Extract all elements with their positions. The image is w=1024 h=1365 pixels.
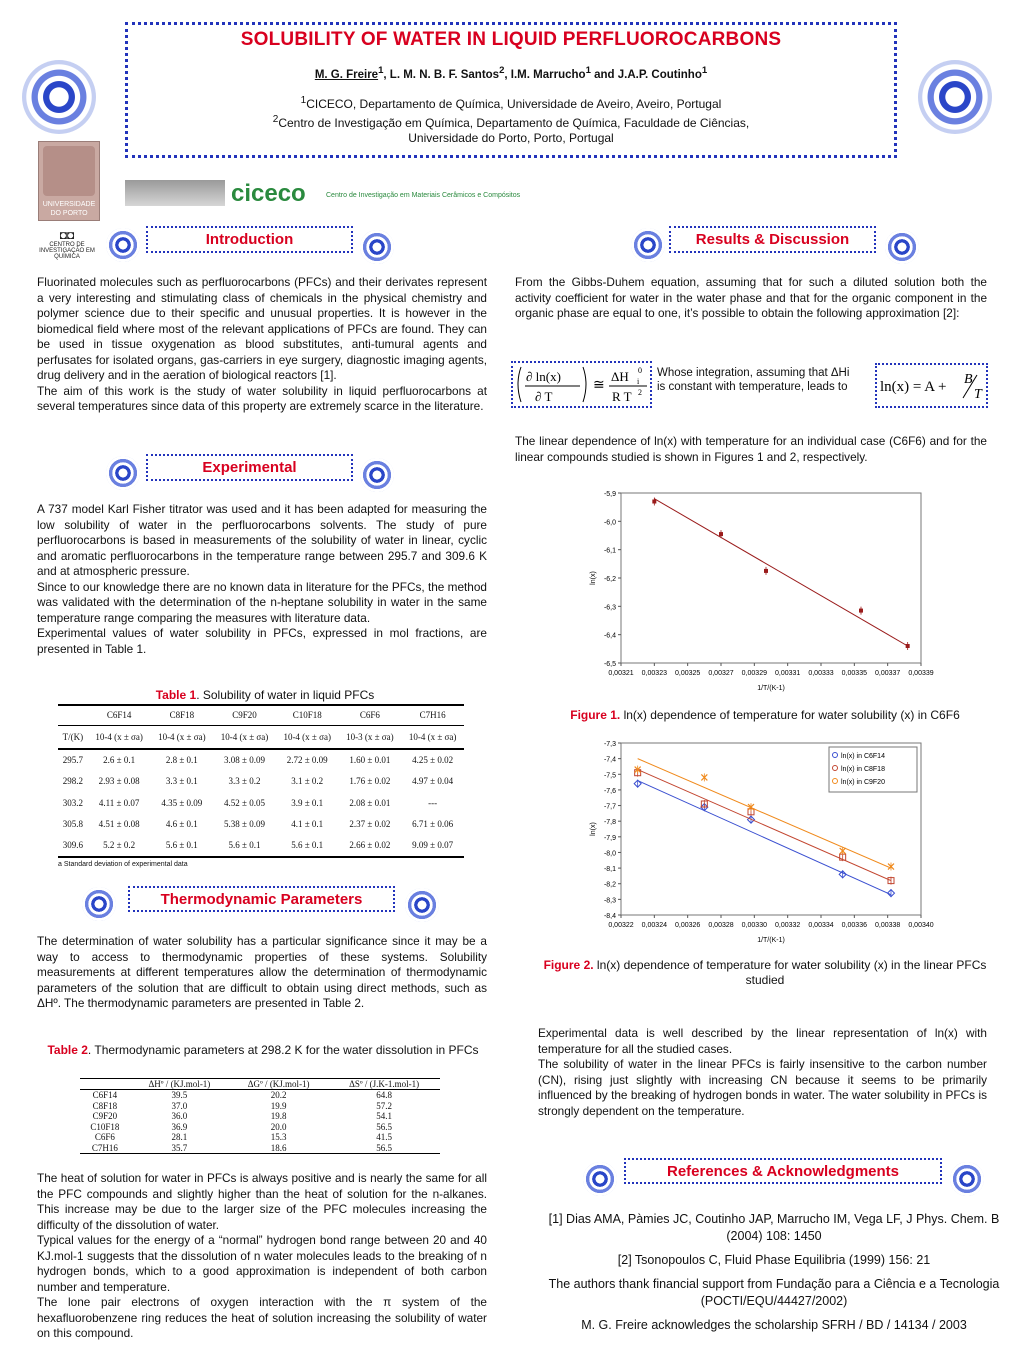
figure-2 — [585, 736, 945, 948]
thermo-text-1 — [37, 934, 487, 1012]
affiliation-1 — [128, 93, 894, 112]
uporto-seal — [43, 146, 95, 196]
svg-text:i: i — [637, 377, 640, 386]
table-cell: 5.6 ± 0.1 — [291, 840, 324, 851]
acknowledgment-2: M. G. Freire acknowledges the scholarship SFRH / BD / 14134 / 2003 — [581, 1318, 967, 1332]
right-spiral-logo — [918, 60, 992, 134]
section-experimental: Experimental — [146, 454, 353, 481]
table-cell: C7H16 — [91, 1142, 118, 1153]
figure-1-chart — [585, 486, 934, 696]
y-tick-label: -6,5 — [603, 661, 616, 668]
y-tick-label: -7,5 — [603, 772, 616, 780]
results-text-3 — [538, 1026, 987, 1119]
svg-text:T: T — [974, 387, 982, 402]
svg-text:ΔH: ΔH — [611, 369, 629, 384]
authors-rest-2-sup: 1 — [585, 65, 591, 76]
experimental-text — [37, 502, 487, 657]
results-paragraph-4: The solubility of water in the linear PFCs is fairly insensitive to the carbon number (CN), rising just slightly with increasing CN because it seems to be primarily influenced by the breaking of hydrogen bonds in water. The water solubility in PFCs is strongly dependent on the temperature. — [538, 1057, 987, 1118]
thermo-paragraph-4: The lone pair electrons of oxygen interaction with the π system of the hexafluorobenzene ring reduces the heat of solution increasing the solubility of water on this compound. — [37, 1295, 487, 1340]
y-tick-label: -8,2 — [603, 881, 616, 889]
table2-header-row — [80, 1079, 440, 1090]
refs-left-spiral — [583, 1162, 617, 1196]
thermo-paragraph-1: The determination of water solubility has a particular significance since it may be a way to access to thermodynamic properties of these systems. Solubility measurements at different temperatures allow the determination of thermodynamic parameters of the solution that are difficult to obtain using direct methods, such as ΔHº. The thermodynamic parameters are presented in Table 2. — [37, 934, 487, 1010]
table2 — [80, 1078, 440, 1154]
y-tick-label: -6,4 — [603, 632, 616, 640]
x-tick-label: 0,00329 — [741, 670, 767, 677]
legend-entry: ln(x) in C6F14 — [841, 753, 885, 760]
x-tick-label: 0,00334 — [808, 922, 834, 929]
y-tick-label: -8,1 — [603, 866, 616, 874]
table-row — [58, 792, 464, 814]
section-thermodynamic-parameters: Thermodynamic Parameters — [128, 886, 395, 912]
table1-caption-label: Table 1 — [155, 688, 197, 702]
y-tick-label: -7,9 — [603, 834, 616, 842]
table-cell: 4.11 ± 0.07 — [98, 797, 140, 808]
table-row — [80, 1090, 440, 1101]
intro-right-spiral — [360, 230, 394, 264]
table-cell: 19.8 — [270, 1111, 287, 1121]
table2-caption-text: . Thermodynamic parameters at 298.2 K for the water dissolution in PFCs — [87, 1043, 479, 1057]
svg-text:≅: ≅ — [593, 378, 605, 393]
equation-mid-text — [657, 366, 872, 394]
results-paragraph-3: Experimental data is well described by the linear representation of ln(x) with temperature for all the studied cases. — [538, 1026, 987, 1056]
table1-compound: C7H16 — [419, 710, 446, 721]
x-tick-label: 0,00323 — [641, 670, 667, 677]
references-block — [535, 1211, 1013, 1334]
thermo-paragraph-3: Typical values for the energy of a “normal” hydrogen bond range between 20 and 40 KJ.mol-1 suggests that the dissolution of n water molecules leads to the breaking of n hydrogen bonds, which to a good approximation is independent of both carbon number and temperature. — [37, 1233, 487, 1294]
table1-unit-row — [58, 725, 464, 749]
x-tick-label: 0,00338 — [875, 922, 901, 929]
table1-compound: C6F6 — [359, 710, 380, 721]
uporto-logo — [38, 141, 100, 221]
intro-paragraph-2: The aim of this work is the study of water solubility in liquid perfluorocarbons at several temperatures since data of this property are extremely scarce in the literature. — [37, 383, 487, 413]
table-cell: 19.9 — [270, 1100, 287, 1111]
reference-1: [1] Dias AMA, Pàmies JC, Coutinho JAP, Marrucho IM, Vega LF, J Phys. Chem. B (2004) 108: 1450 — [548, 1212, 1000, 1243]
exp-right-spiral — [360, 458, 394, 492]
thermo-paragraph-2: The heat of solution for water in PFCs is always positive and is nearly the same for all the PFC compounds and slightly higher than the heat of solution for the n-alkanes. This increase may be due to the larger size of the PFC molecules increasing the difficulty of the dissolution of water. — [37, 1171, 487, 1232]
table-cell: 54.1 — [376, 1111, 393, 1121]
figure-2-caption-label: Figure 2. — [543, 958, 594, 972]
exp-paragraph-3: Experimental values of water solubility in PFCs, expressed in mol fractions, are presented in Table 1. — [37, 626, 487, 656]
x-tick-label: 0,00331 — [775, 670, 801, 677]
cique-logo — [37, 228, 97, 262]
table-row — [80, 1111, 440, 1122]
table-cell: 309.6 — [62, 840, 84, 851]
table-cell: 15.3 — [270, 1132, 287, 1142]
y-axis-label: ln(x) — [590, 571, 597, 585]
table-cell: C9F20 — [92, 1111, 118, 1121]
x-tick-label: 0,00326 — [675, 922, 701, 929]
equation-box-2 — [875, 363, 988, 408]
results-paragraph-2: The linear dependence of ln(x) with temperature for an individual case (C6F6) and for the linear compounds studied is shown in Figures 1 and 2, respectively. — [515, 434, 987, 464]
table1-compound: C8F18 — [169, 710, 195, 721]
figure-2-caption — [540, 958, 990, 988]
table-cell: 303.2 — [62, 797, 84, 808]
x-tick-label: 0,00321 — [608, 670, 634, 677]
author-first: M. G. Freire — [314, 68, 379, 81]
figure-2-caption-text: ln(x) dependence of temperature for water solubility (x) in the linear PFCs studied — [593, 958, 987, 987]
table1-caption — [60, 688, 470, 703]
legend-entry: ln(x) in C9F20 — [841, 779, 885, 786]
table-cell: 28.1 — [171, 1132, 188, 1142]
table-cell: 20.2 — [270, 1090, 287, 1100]
table-cell: 56.5 — [376, 1121, 393, 1132]
x-axis-label: 1/T/(K-1) — [757, 685, 785, 692]
table-cell: 1.76 ± 0.02 — [349, 776, 391, 787]
figure-1-caption — [540, 708, 990, 723]
table-cell: 3.3 ± 0.1 — [165, 776, 198, 787]
section-references: References & Acknowledgments — [624, 1158, 942, 1184]
table-cell: 3.3 ± 0.2 — [228, 776, 261, 787]
table1-compound-row — [58, 705, 464, 725]
exp-paragraph-2: Since to our knowledge there are no known data in literature for the PFCs, the method was validated with the determination of the n-heptane solubility in water in the same temperature range comparing the measures with literature data. — [37, 579, 487, 625]
table-cell: 4.52 ± 0.05 — [224, 797, 265, 808]
table1-footnote: a Standard deviation of experimental data — [58, 860, 188, 868]
x-tick-label: 0,00333 — [808, 670, 834, 677]
svg-text:ln(x) = A +: ln(x) = A + — [880, 379, 947, 395]
authors-rest-3-sup: 1 — [701, 65, 708, 76]
data-point — [652, 500, 656, 504]
table-cell: 2.93 ± 0.08 — [98, 776, 140, 787]
svg-text:R T: R T — [612, 389, 632, 404]
table-cell: 5.38 ± 0.09 — [224, 819, 265, 830]
reference-2: [2] Tsonopoulos C, Fluid Phase Equilibria (1999) 156: 21 — [617, 1253, 931, 1267]
data-point — [859, 609, 863, 613]
table2-caption — [40, 1043, 486, 1058]
table-cell: 2.37 ± 0.02 — [349, 819, 391, 830]
x-tick-label: 0,00335 — [841, 670, 867, 677]
table-cell: 2.8 ± 0.1 — [165, 755, 198, 766]
x-tick-label: 0,00322 — [608, 922, 634, 929]
table-cell: 2.6 ± 0.1 — [103, 755, 136, 766]
table-cell: 18.6 — [270, 1142, 287, 1153]
y-tick-label: -7,4 — [603, 756, 616, 764]
x-tick-label: 0,00336 — [841, 922, 867, 929]
section-results-discussion: Results & Discussion — [669, 226, 876, 253]
table2-header: ΔGº / (KJ.mol-1) — [247, 1079, 310, 1089]
x-tick-label: 0,00327 — [708, 670, 734, 677]
x-axis-label: 1/T/(K-1) — [757, 937, 785, 944]
affiliation-3: Universidade do Porto, Porto, Portugal — [408, 130, 614, 145]
section-introduction: Introduction — [146, 226, 353, 253]
refs-right-spiral — [950, 1162, 984, 1196]
table-cell: 2.66 ± 0.02 — [349, 840, 391, 851]
table-cell: 5.6 ± 0.1 — [228, 840, 261, 851]
results-right-spiral — [885, 230, 919, 264]
svg-text:B: B — [964, 372, 973, 387]
affil2-sup: 2 — [272, 113, 279, 125]
thermo-left-spiral — [82, 887, 116, 921]
table-cell: 9.09 ± 0.07 — [412, 840, 454, 851]
ciceco-photo-strip — [125, 180, 225, 206]
ciceco-logo-text: ciceco — [231, 180, 306, 207]
table-cell: C6F14 — [92, 1090, 118, 1100]
y-tick-label: -7,7 — [603, 803, 616, 811]
affil1-text: CICECO, Departamento de Química, Universidade de Aveiro, Aveiro, Portugal — [306, 96, 722, 111]
table1-corner — [58, 705, 88, 725]
table-row — [58, 835, 464, 857]
figure-1-caption-text: ln(x) dependence of temperature for water solubility (x) in C6F6 — [620, 708, 960, 722]
table1-unit: 10-4 (x ± σa) — [158, 731, 206, 742]
table1-compound: C9F20 — [232, 710, 257, 721]
y-axis-label: ln(x) — [590, 822, 597, 836]
results-paragraph-1: From the Gibbs-Duhem equation, assuming that for such a diluted solution both the activity coefficient for water in the water phase and that for the organic component in the organic phase are equal to one, it’s possible to obtain the following approximation [2]: — [515, 275, 987, 320]
table-cell: C10F18 — [90, 1121, 120, 1132]
svg-text:0: 0 — [638, 366, 642, 375]
plot-area — [621, 493, 921, 663]
title-box — [125, 22, 897, 158]
table1-unit: 10-4 (x ± σa) — [220, 731, 269, 742]
table1-unit: 10-4 (x ± σa) — [283, 731, 331, 742]
table-cell: 4.35 ± 0.09 — [161, 797, 203, 808]
intro-paragraph-1: Fluorinated molecules such as perfluorocarbons (PFCs) and their derivates represent a very interesting and stimulating class of chemicals in the physical chemistry and polymer science due to their specific and unusual properties. It is however in the biomedical field where most of the relevant applications of PFCs are found. They can be used in tissue oxygenation as blood substitutes, anti-tumural agents and perfusates for isolated organs, gas-carriers in eye surgery, diagnostic imaging agents, drug delivery and in the aeration of biological reactors [1]. — [37, 275, 487, 382]
y-tick-label: -6,2 — [603, 576, 616, 583]
table-cell: 305.8 — [62, 819, 84, 830]
table-cell: 4.1 ± 0.1 — [291, 819, 324, 830]
table-row — [80, 1143, 440, 1154]
table-row — [58, 749, 464, 771]
acknowledgment-1: The authors thank financial support from Fundação para a Ciência e a Tecnologia (POCTI/EQU/44427/2002) — [548, 1277, 1000, 1308]
table-row — [80, 1122, 440, 1133]
authors-rest-1-sup: 2 — [499, 65, 505, 76]
equation-box-1 — [511, 361, 652, 408]
table-cell: 2.72 ± 0.09 — [286, 755, 328, 766]
table-cell: 36.0 — [171, 1111, 188, 1121]
left-spiral-logo — [22, 60, 96, 134]
poster-title: SOLUBILITY OF WATER IN LIQUID PERFLUOROCARBONS — [240, 29, 782, 50]
table1-unit: 10-4 (x ± σa) — [95, 731, 143, 742]
results-text-2 — [515, 434, 987, 465]
table-cell: C6F6 — [94, 1132, 115, 1142]
y-tick-label: -7,8 — [603, 819, 616, 827]
thermo-text-2 — [37, 1171, 487, 1342]
table1-compound: C6F14 — [106, 710, 132, 721]
table-cell: 4.97 ± 0.04 — [412, 776, 454, 787]
y-tick-label: -6,3 — [603, 604, 616, 612]
table-cell: 35.7 — [171, 1142, 188, 1153]
table1-unit: 10-3 (x ± σa) — [346, 731, 394, 742]
authors-line — [128, 65, 894, 81]
cique-logo-text: CENTRO DE INVESTIGAÇÃO EM QUÍMICA — [39, 242, 95, 260]
equation-mid-line-2: is constant with temperature, leads to — [657, 381, 848, 393]
authors-rest-3: and J.A.P. Coutinho — [590, 68, 702, 81]
authors-rest-2: , I.M. Marrucho — [504, 68, 586, 81]
equation-1-graphic — [513, 363, 650, 406]
y-tick-label: -8,0 — [603, 850, 616, 858]
table-cell: 3.1 ± 0.2 — [291, 776, 324, 787]
ciceco-logo-subtitle: Centro de Investigação em Materiais Cerâmicos e Compósitos — [326, 192, 521, 199]
figure-2-chart — [585, 736, 945, 948]
x-tick-label: 0,00325 — [675, 670, 701, 677]
table-row — [80, 1132, 440, 1143]
table-cell: 298.2 — [62, 776, 84, 787]
y-tick-label: -8,4 — [603, 913, 616, 920]
results-text-1 — [515, 275, 987, 322]
table-cell: 41.5 — [376, 1132, 393, 1142]
svg-text:∂ T: ∂ T — [535, 389, 553, 404]
exp-left-spiral — [106, 456, 140, 490]
table-cell: 3.9 ± 0.1 — [291, 797, 324, 808]
svg-text:2: 2 — [638, 388, 642, 397]
table2-caption-label: Table 2 — [47, 1043, 88, 1057]
table-cell: --- — [428, 797, 438, 808]
table-cell: 36.9 — [171, 1121, 188, 1132]
figure-1-caption-label: Figure 1. — [570, 708, 621, 722]
x-tick-label: 0,00330 — [741, 922, 767, 929]
y-tick-label: -7,6 — [603, 787, 616, 795]
table-cell: 5.6 ± 0.1 — [165, 840, 198, 851]
table2-corner — [80, 1079, 130, 1090]
figure-1 — [585, 486, 934, 696]
table-cell: 64.8 — [376, 1090, 393, 1100]
affil2-text: Centro de Investigação em Química, Departamento de Química, Faculdade de Ciências, — [278, 115, 750, 130]
table-cell: 5.2 ± 0.2 — [103, 840, 136, 851]
x-tick-label: 0,00339 — [908, 670, 934, 677]
table1-unit: 10-4 (x ± σa) — [408, 731, 457, 742]
table2-header: ΔHº / (KJ.mol-1) — [148, 1079, 211, 1089]
table-cell: 39.5 — [171, 1090, 188, 1100]
table-cell: 57.2 — [376, 1100, 393, 1111]
affil1-sup: 1 — [300, 94, 307, 106]
table1-compound: C10F18 — [292, 710, 322, 721]
intro-left-spiral — [106, 228, 140, 262]
results-left-spiral — [631, 228, 665, 262]
uporto-logo-text: UNIVERSIDADE DO PORTO — [42, 201, 96, 217]
x-tick-label: 0,00340 — [908, 922, 934, 929]
author-first-sup: 1 — [378, 65, 384, 76]
table-cell: 2.08 ± 0.01 — [349, 797, 391, 808]
table1 — [58, 704, 464, 868]
x-tick-label: 0,00332 — [775, 922, 801, 929]
table-cell: 37.0 — [171, 1100, 188, 1111]
legend-entry: ln(x) in C8F18 — [841, 766, 885, 773]
y-tick-label: -6,0 — [603, 519, 616, 527]
table1-caption-text: . Solubility of water in liquid PFCs — [196, 688, 375, 702]
table-cell: 56.5 — [376, 1142, 393, 1153]
authors-rest-1: , L. M. N. B. F. Santos — [383, 68, 500, 81]
y-tick-label: -8,3 — [603, 897, 616, 905]
table2-header: ΔSº / (J.K-1.mol-1) — [349, 1079, 420, 1089]
table-row — [58, 814, 464, 836]
table-cell: 1.60 ± 0.01 — [349, 755, 391, 766]
equation-mid-line-1: Whose integration, assuming that ΔHi — [657, 367, 850, 379]
table-cell: C8F18 — [92, 1100, 118, 1111]
thermo-right-spiral — [405, 888, 439, 922]
table-cell: 295.7 — [62, 755, 84, 766]
table-row — [58, 771, 464, 793]
svg-text:∂ ln(x): ∂ ln(x) — [526, 369, 561, 384]
x-tick-label: 0,00324 — [641, 922, 667, 929]
data-point — [764, 569, 768, 573]
table-cell: 4.25 ± 0.02 — [412, 755, 454, 766]
y-tick-label: -7,3 — [603, 741, 616, 748]
table-cell: 4.6 ± 0.1 — [165, 819, 198, 830]
y-tick-label: -6,1 — [603, 547, 616, 555]
exp-paragraph-1: A 737 model Karl Fisher titrator was used and it has been adapted for measuring the low solubility of water in the perfluorocarbons solvents. The study of pure perfluorocarbons is based in measurements of the solubility of water in linear, cyclic and aromatic perfluorocarbons in the temperature range between 295.7 and 309.6 K and at atmospheric pressure. — [37, 502, 487, 578]
cique-mark: ◘◘ — [59, 228, 75, 242]
table1-t-header: T/(K) — [62, 731, 84, 742]
affiliations — [128, 93, 894, 146]
data-point — [719, 532, 723, 536]
affiliation-2 — [128, 112, 894, 131]
table-cell: 3.08 ± 0.09 — [224, 755, 265, 766]
x-tick-label: 0,00337 — [875, 670, 901, 677]
x-tick-label: 0,00328 — [708, 922, 734, 929]
introduction-text — [37, 275, 487, 415]
equation-2-graphic — [877, 365, 986, 406]
table-cell: 4.51 ± 0.08 — [98, 819, 140, 830]
table-cell: 6.71 ± 0.06 — [412, 819, 454, 830]
table-row — [80, 1101, 440, 1112]
table-cell: 20.0 — [270, 1121, 287, 1132]
data-point — [906, 644, 910, 648]
y-tick-label: -5,9 — [603, 491, 616, 498]
